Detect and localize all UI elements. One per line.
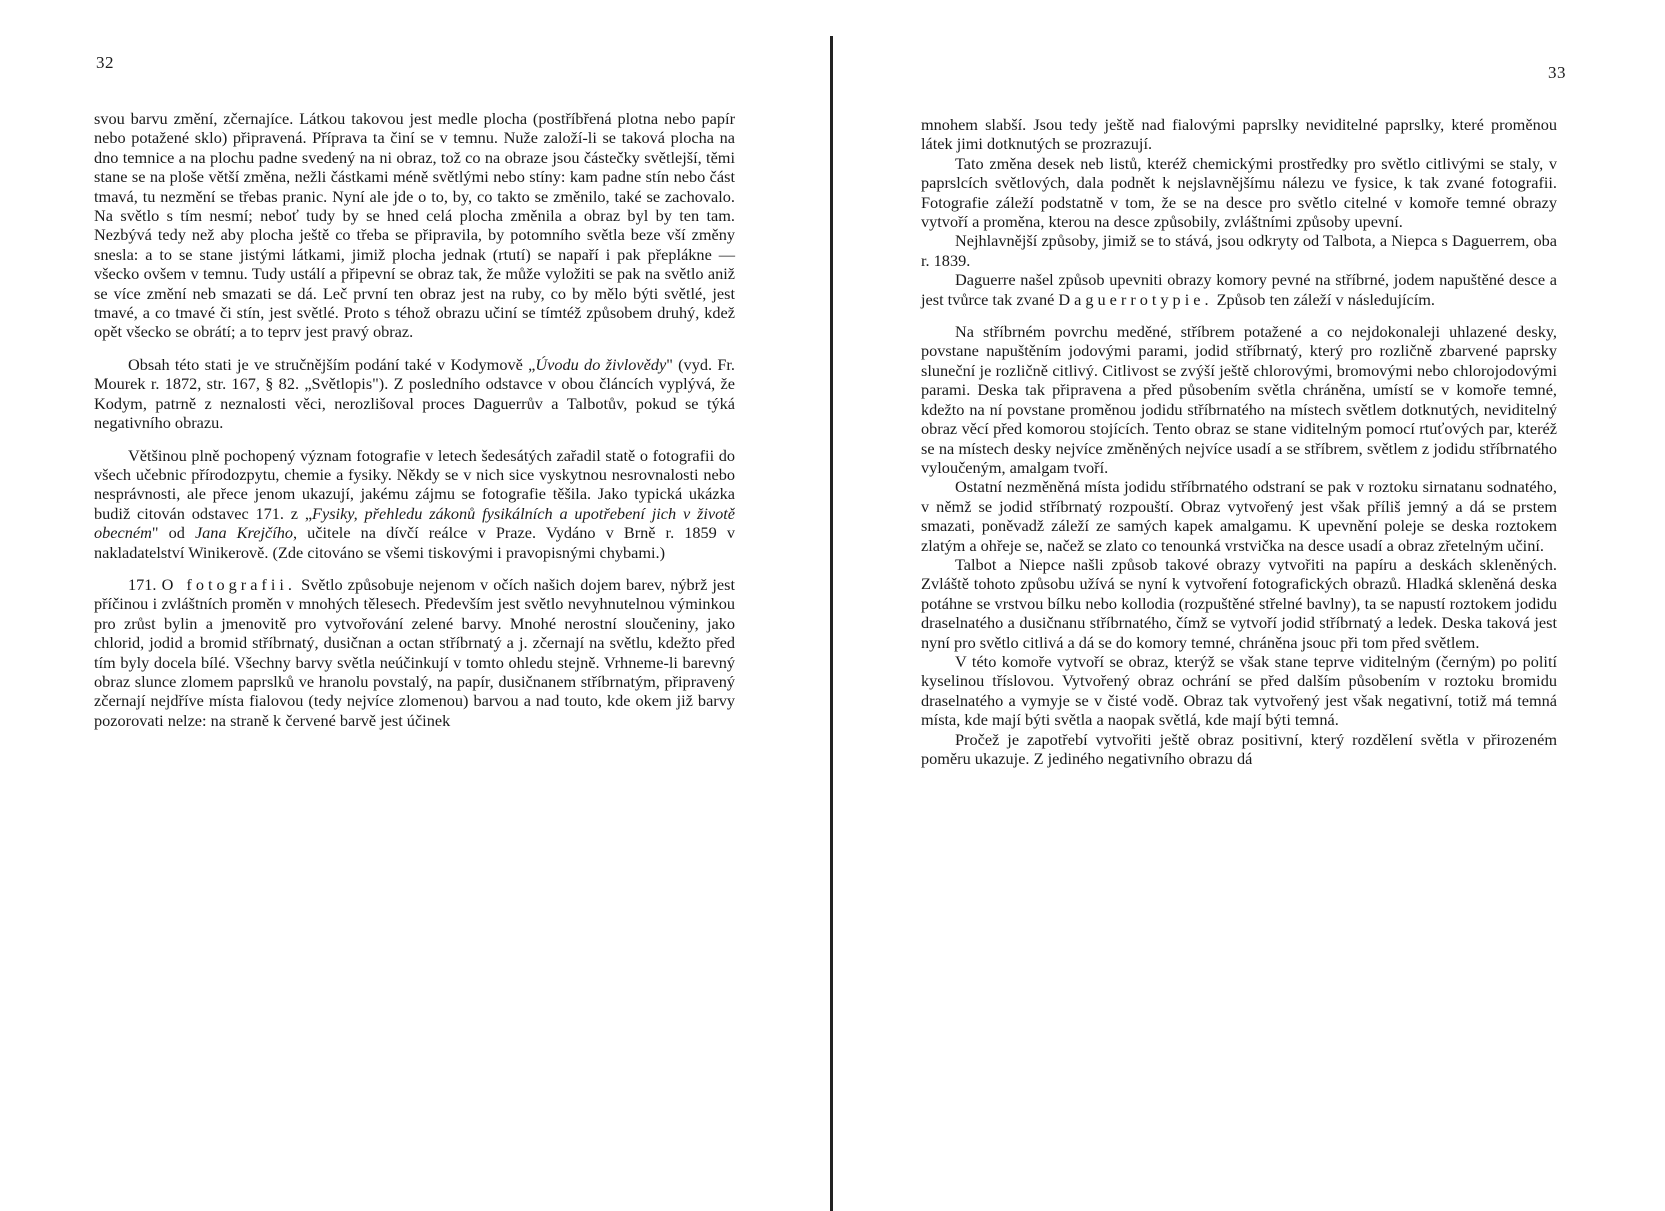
paragraph: Ostatní nezměněná místa jodidu stříbrnatého odstraní se pak v roztoku sirnatanu sodnatého, v němž se jodid stříbrnatý rozpouští. Obraz vytvořený jest však příliš jemný a dá se prstem smazati, poněvadž záleží ze samých kapek amalgamu. K upevnění poleje se deska roztokem zlatým a ohřeje se, načež se zlato co tenounká vrstvička na desce usadí a obraz zřetelným učiní. bbox=[921, 477, 1557, 555]
paragraph bbox=[94, 575, 735, 730]
paragraph bbox=[94, 446, 735, 562]
paragraph bbox=[94, 355, 735, 433]
term-daguerrotypie: Daguerrotypie. bbox=[1058, 289, 1213, 309]
book-gutter bbox=[830, 36, 833, 1211]
text-run: Daguerre našel způsob upevniti obrazy komory pevné na stříbrné, jodem napuštěné desce a jest tvůrce tak zvané bbox=[921, 270, 1557, 309]
text-run: Světlo způsobuje nejenom v očích našich dojem barev, nýbrž jest příčinou i zvláštních proměn v mnohých tělesech. Především jest světlo nevyhnutelnou výminkou pro zrůst bylin a jmenovitě pro vytvořování zelené barvy. Mnohé nerostní sloučeniny, jako chlorid, jodid a bromid stříbrnatý, dusičnan a octan stříbrnatý a j. zčernají na světlu, kdežto před tím byly docela bílé. Všechny barvy světla neúčinkují v tomto ohledu stejně. Vrhneme-li barevný obraz slunce zlomem paprslků ve hranolu povstalý, na papír, dusičnanem stříbrnatým, připravený zčernají nejdříve místa fialovou (tedy nejvíce zlomenou) barvou a nad touto, kde okem již barvy pozorovati nelze: na straně k červené barvě jest účinek bbox=[94, 574, 736, 730]
left-page bbox=[0, 0, 830, 1211]
page-number: 32 bbox=[96, 53, 114, 72]
text-block bbox=[94, 109, 735, 730]
text-run: " od bbox=[151, 523, 195, 543]
paragraph: Tato změna desek neb listů, kteréž chemickými prostředky pro světlo citlivými se staly, v paprslcích světlových, dala podnět k nejslavnějšímu nálezu ve fysice, k tak zvané fotografii. Fotografie záleží podstatně v tom, že se na desce pro světlo citelné v komoře temné obrazy vytvoří a proměna, kterou na desce způsobily, zvláštními způsoby upevní. bbox=[921, 153, 1557, 232]
paragraph bbox=[921, 270, 1557, 309]
text-run: Způsob ten záleží v následujícím. bbox=[1212, 289, 1435, 309]
book-title: Fysiky, přehledu zákonů fysikálních a upotřebení jich v životě obecném bbox=[94, 503, 735, 543]
text-run: 171. bbox=[128, 574, 162, 594]
right-page bbox=[836, 0, 1665, 1211]
book-title: Úvodu do živlovědy bbox=[535, 354, 667, 374]
paragraph: mnohem slabší. Jsou tedy ještě nad fialovými paprslky neviditelné paprslky, které proměnou látek jimi dotknutých se prozrazují. bbox=[921, 115, 1557, 154]
page-number: 33 bbox=[1548, 63, 1566, 82]
paragraph: V této komoře vytvoří se obraz, kterýž se však stane teprve viditelným (černým) po polití kyselinou tříslovou. Vytvořený obraz ochrání se před dalším působením v roztoku bromidu draselnatého a vymyje se v čisté vodě. Obraz tak vytvořený jest však negativní, totiž má temná místa, kde mají býti světla a naopak světlá, kde mají býti temná. bbox=[921, 651, 1557, 730]
text-run: , učitele na dívčí reálce v Praze. Vydáno v Brně r. 1859 v nakladatelství Winikerově. (Zde citováno se všemi tiskovými i pravopisnými chybami.) bbox=[94, 523, 735, 562]
paragraph: Nejhlavnější způsoby, jimiž se to stává, jsou odkryty od Talbota, a Niepca s Daguerrem, oba r. 1839. bbox=[921, 231, 1557, 270]
text-block bbox=[921, 115, 1557, 768]
text-run: Většinou plně pochopený význam fotografie v letech šedesátých zařadil statě o fotografii do všech učebnic přírodozpytu, chemie a fysiky. Někdy se v nich sice vyskytnou nesrovnalosti nebo nesprávnosti, ale přece jenom ukazují, jakému zájmu se fotografie těšila. Jako typická ukázka budiž citován odstavec 171. z „ bbox=[94, 445, 735, 523]
text-run: " (vyd. Fr. Mourek r. 1872, str. 167, § 82. „Světlopis"). Z posledního odstavce v obou článcích vyplývá, že Kodym, patrně z neznalosti věci, nerozlišoval proces Daguerrův a Talbotův, pokud se týká negativního obrazu. bbox=[94, 354, 735, 433]
section-heading: O fotografii. bbox=[161, 574, 296, 594]
paragraph: svou barvu změní, zčernajíce. Látkou takovou jest medle plocha (postříbřená plotna nebo papír nebo potažené sklo) připravená. Příprava ta činí se v temnu. Nuže založí-li se taková plocha na dno temnice a na plochu padne svedený na ni obraz, tož co na obraze jsou částečky světlejší, těmi stane se na ploše větší změna, nežli částkami méně světlými nebo stíny: kam padne stín nebo část tmavá, tu nezmění se třebas pranic. Nyní ale jde o to, by, co takto se změnilo, také se zachovalo. Na světlo s tím nesmí; neboť tudy by se hned celá plocha změnila a obraz byl by ten tam. Nezbývá tedy než aby plocha ještě co třeba se připravila, by potomního světla beze vší změny snesla: a to se stane jistými látkami, jimiž plocha jednak (rtutí) se napaří i pak přeplákne — všecko ovšem v temnu. Tudy ustálí a připevní se obraz tak, že může vyložiti se pak na světlo aniž se více změní neb smazati se dá. Leč první ten obraz jest na ruby, co by mělo býti světlé, jest tmavé, a co tmavé či stín, jest světlé. Proto s téhož obrazu učiní se tímtéž způsobem druhý, kdež opět všecko se obrátí; a to teprv jest pravý obraz. bbox=[94, 109, 735, 342]
paragraph: Pročež je zapotřebí vytvořiti ještě obraz positivní, který rozdělení světla v přirozeném poměru ukazuje. Z jediného negativního obrazu dá bbox=[921, 729, 1557, 768]
text-run: Obsah této stati je ve stručnějším podání také v Kodymově „ bbox=[128, 354, 536, 374]
paragraph: Talbot a Niepce našli způsob takové obrazy vytvořiti na papíru a deskách skleněných. Zvláště tohoto způsobu užívá se nyní k vytvoření fotografických obrazů. Hladká skleněná deska potáhne se vrstvou bílku nebo kollodia (rozpuštěné střelné bavlny), ta se napustí roztokem jodidu draselnatého a dusičnanu stříbrnatého, čímž se vytvoří jodid stříbrnatý a ledek. Deska taková jest nyní pro světlo citlivá a dá se do komory temné, chráněna jsouc při tom před světlem. bbox=[921, 554, 1557, 652]
paragraph: Na stříbrném povrchu meděné, stříbrem potažené a co nejdokonaleji uhlazené desky, povstane napuštěním jodovými parami, jodid stříbrnatý, který pro rozličně zbarvené paprsky sluneční je rozličně citlivý. Citlivost se zvýší ještě chlorovými, bromovými nebo chlorojodovými parami. Deska tak připravena a před působením světla chráněna, umístí se v komoře temné, kdežto na ní povstane proměnou jodidu stříbrnatého na místech světlem dotknutých, neviditelný obraz věcí před komorou stojících. Tento obraz se stane viditelným pomocí rtuťových par, kteréž se na místech desky nejvíce změněných nejvíce usadí a se stříbrem, světlem z jodidu stříbrnatého vyloučeným, amalgam tvoří. bbox=[921, 322, 1557, 477]
author-name: Jana Krejčího bbox=[194, 523, 294, 543]
